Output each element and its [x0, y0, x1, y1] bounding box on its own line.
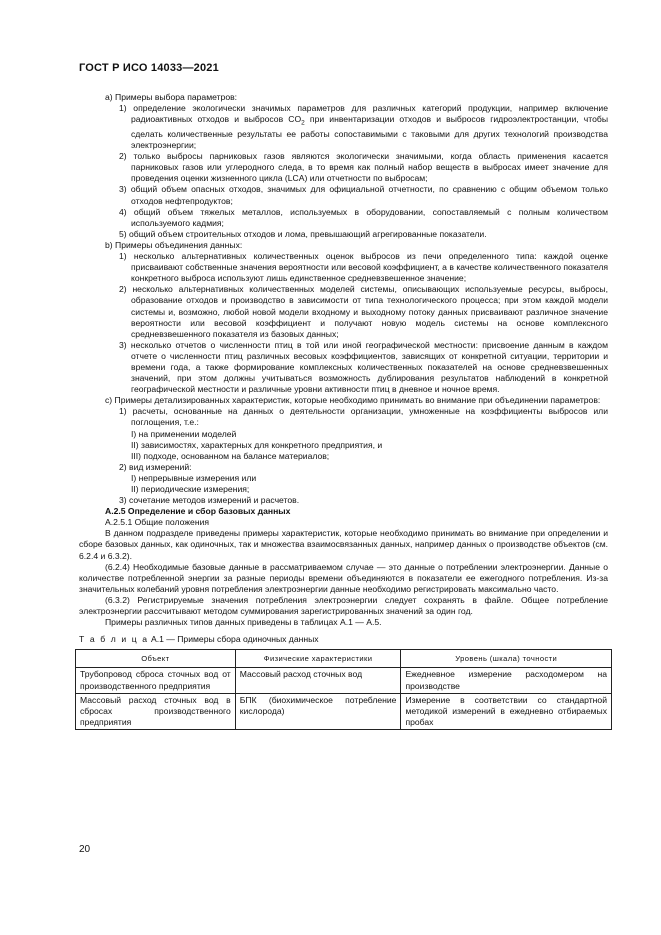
page-body — [79, 92, 608, 730]
section-c-title: c) Примеры детализированных характеристик, которые необходимо принимать во внимание при объединении параметров: — [105, 395, 601, 406]
table-cell: БПК (биохимическое потребление кислорода) — [235, 693, 401, 729]
list-item: 1) несколько альтернативных количественных оценок выбросов из печи определенного типа: каждой оценке присваивают собственные значения вероятности или весовой коэффициент, а в качестве количественного показателя конкретного выброса используют лишь единственное средневзвешенное значение; — [119, 251, 608, 284]
list-item: 2) несколько альтернативных количественных моделей системы, описывающих используемые ресурсы, выбросы, образование отходов и производство в зависимости от типа технологического процесса; при этом каждой модели системы и, возможно, любой новой модели входному и выходному потоку данных присваивают различное значение вероятности или весовой коэффициент и получают новую модель системы на основе комплексного средневзвешенного показателя из базовых данных; — [119, 284, 608, 339]
paragraph: (6.2.4) Необходимые базовые данные в рассматриваемом случае — это данные о потреблении электроэнергии. Данные о количестве потребленной энергии за разные периоды времени объединяются в показатели ее ежегодного потребления. Из-за значительных колебаний уровня потребления электроэнергии данные необходимо регистрировать максимально часто. — [79, 561, 608, 594]
table-header-row — [76, 650, 612, 668]
paragraph: В данном подразделе приведены примеры характеристик, которые необходимо принимать во внимание при определении и сборе базовых данных, как одиночных, так и множества взаимосвязанных данных, например данных о производстве объектов (см. 6.2.4 и 6.3.2). — [79, 528, 608, 561]
list-item: 1) определение экологически значимых параметров для различных категорий продукции, например включение радиоактивных отходов и выбросов $CO_2$ при инвентаризации отходов и выбросов гидроэлектростанции, чтобы сделать количественные результаты ее работы сопоставимыми с таковыми для других технологий производства электроэнергии; — [119, 103, 608, 151]
list-subitem: III) подходе, основанном на балансе материалов; — [131, 450, 330, 461]
subsection-heading: А.2.5.1 Общие положения — [105, 517, 210, 528]
table-cell: Ежедневное измерение расходомером на производстве — [401, 668, 612, 693]
table-cell: Массовый расход сточных вод — [235, 668, 401, 693]
list-item: 5) общий объем строительных отходов и лома, превышающий агрегированные показатели. — [119, 228, 487, 239]
paragraph: (6.3.2) Регистрируемые значения потребления электроэнергии следует сохранять в файле. Общее потребление электроэнергии рассчитывают методом суммирования зарегистрированных значений за один год. — [79, 594, 608, 617]
list-subitem: I) на применении моделей — [131, 428, 237, 439]
section-b-title: b) Примеры объединения данных: — [105, 239, 243, 250]
table-row — [76, 668, 612, 693]
list-subitem: II) периодические измерения; — [131, 484, 250, 494]
list-item: 4) общий объем тяжелых металлов, используемых в оборудовании, сопоставляемый с полным количеством используемого кадмия; — [119, 206, 608, 228]
list-item: 2) вид измерений: — [119, 461, 192, 472]
table-row — [76, 693, 612, 729]
table-cell: Трубопровод сброса сточных вод от производственного предприятия — [76, 668, 236, 693]
table-cell: Измерение в соответствии со стандартной методикой измерений в ежедневно отбираемых пробах — [401, 693, 612, 729]
list-item: 2) только выбросы парниковых газов являются экологически значимыми, когда область применения касается парниковых газов или углеродного следа, в то время как полный набор веществ в выбросах имеет значение для проведения оценки жизненного цикла (LCA) или отчетности по выбросам; — [119, 151, 608, 184]
section-heading: А.2.5 Определение и сбор базовых данных — [105, 506, 291, 517]
section-a-title: a) Примеры выбора параметров: — [105, 92, 238, 102]
table-caption: Т а б л и ц а А.1 — Примеры сбора одиночных данных — [79, 634, 319, 645]
data-table — [75, 649, 612, 730]
list-subitem: I) непрерывные измерения или — [131, 472, 257, 483]
list-item: 3) сочетание методов измерений и расчетов. — [119, 495, 300, 506]
page-number: 20 — [79, 844, 91, 855]
table-cell: Массовый расход сточных вод в сбросах производственного предприятия — [76, 693, 236, 729]
column-header: Уровень (шкала) точности — [401, 650, 612, 668]
document-header: ГОСТ Р ИСО 14033—2021 — [79, 62, 219, 74]
column-header: Физические характеристики — [235, 650, 401, 668]
list-subitem: II) зависимостях, характерных для конкретного предприятия, и — [131, 439, 383, 450]
list-item: 3) общий объем опасных отходов, значимых для официальной отчетности, по сравнению с общим объемом только отходов нефтепродуктов; — [119, 184, 608, 206]
list-item: 3) несколько отчетов о численности птиц в той или иной географической местности: присвоение данным в каждом отчете о численности птиц различных весовых коэффициентов, зависящих от конкретной ситуации, территории и времени года, а также формирование комплексных количественных показателей на основе средневзвешенных значений, при этом должны учитываться возможность дублирования результатов наблюдений в конкретной географической местности и различные уровни активности птиц в дневное и ночное время. — [119, 339, 608, 395]
paragraph: Примеры различных типов данных приведены в таблицах А.1 — А.5. — [105, 617, 382, 628]
column-header: Объект — [76, 650, 236, 668]
list-item: 1) расчеты, основанные на данных о деятельности организации, умноженные на коэффициенты выбросов или поглощения, т.е.: — [119, 406, 608, 428]
